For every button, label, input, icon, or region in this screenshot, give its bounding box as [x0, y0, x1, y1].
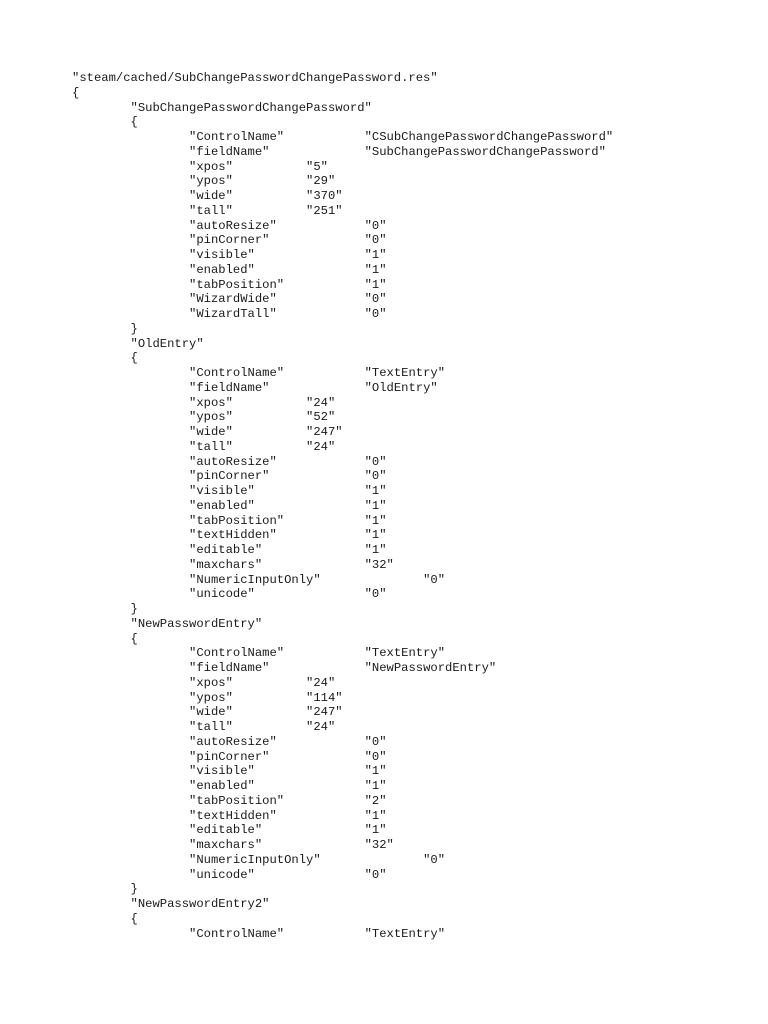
code-line: "editable" "1" — [72, 543, 387, 557]
code-line: "tall" "24" — [72, 439, 336, 454]
code-line: } — [72, 882, 138, 897]
code-line: "visible" "1" — [72, 248, 387, 262]
code-line: "autoResize" "0" — [72, 218, 387, 233]
code-line: "wide" "370" — [72, 189, 343, 203]
code-line: "maxchars" "32" — [72, 557, 394, 572]
code-line: "tabPosition" "1" — [72, 277, 387, 292]
code-line: "NumericInputOnly" "0" — [72, 572, 446, 587]
code-line: "NumericInputOnly" "0" — [72, 852, 446, 867]
code-line: { — [72, 351, 138, 366]
code-line: "autoResize" "0" — [72, 454, 387, 469]
code-line: { — [72, 115, 138, 130]
code-line: "unicode" "0" — [72, 587, 387, 602]
code-line: "ControlName" "TextEntry" — [72, 926, 446, 941]
code-line: "enabled" "1" — [72, 779, 387, 793]
code-line: "editable" "1" — [72, 823, 387, 838]
code-line: "ypos" "52" — [72, 410, 336, 425]
code-line: "tabPosition" "2" — [72, 793, 387, 808]
code-line: "SubChangePasswordChangePassword" — [72, 100, 372, 115]
code-line: "NewPasswordEntry" — [72, 616, 263, 631]
code-line: "ControlName" "TextEntry" — [72, 366, 446, 380]
code-line: "tall" "251" — [72, 203, 343, 218]
code-line: "wide" "247" — [72, 705, 343, 720]
code-line: "OldEntry" — [72, 336, 204, 351]
code-line: "pinCorner" "0" — [72, 233, 387, 248]
code-line: "enabled" "1" — [72, 262, 387, 277]
code-line: "pinCorner" "0" — [72, 469, 387, 484]
code-line: "wide" "247" — [72, 425, 343, 439]
code-line: "xpos" "24" — [72, 395, 336, 410]
code-line: "xpos" "24" — [72, 675, 336, 690]
code-line: "tabPosition" "1" — [72, 513, 387, 528]
code-line: "fieldName" "OldEntry" — [72, 380, 438, 395]
code-line: { — [72, 911, 138, 926]
code-line: "fieldName" "NewPasswordEntry" — [72, 661, 497, 675]
code-line: "ControlName" "CSubChangePasswordChangePassword" — [72, 130, 614, 144]
code-line: "pinCorner" "0" — [72, 749, 387, 764]
code-line: "WizardTall" "0" — [72, 307, 387, 321]
code-line: "fieldName" "SubChangePasswordChangePassword" — [72, 144, 606, 159]
code-line: } — [72, 321, 138, 336]
code-line: "textHidden" "1" — [72, 528, 387, 543]
code-line: "ypos" "29" — [72, 174, 336, 189]
code-line: "WizardWide" "0" — [72, 292, 387, 307]
code-line: } — [72, 602, 138, 616]
code-line: "unicode" "0" — [72, 867, 387, 882]
code-line: "xpos" "5" — [72, 159, 328, 174]
code-line: "ControlName" "TextEntry" — [72, 646, 446, 661]
code-line: "autoResize" "0" — [72, 734, 387, 749]
code-line: "tall" "24" — [72, 720, 336, 734]
code-line: "ypos" "114" — [72, 690, 343, 705]
code-line: "textHidden" "1" — [72, 808, 387, 823]
code-line: "NewPasswordEntry2" — [72, 897, 270, 911]
code-line: { — [72, 631, 138, 646]
code-line: { — [72, 85, 80, 100]
code-line: "visible" "1" — [72, 484, 387, 498]
code-line: "steam/cached/SubChangePasswordChangePassword.res" — [72, 71, 438, 85]
code-line: "enabled" "1" — [72, 498, 387, 513]
code-line: "visible" "1" — [72, 764, 387, 779]
code-line: "maxchars" "32" — [72, 838, 394, 852]
res-file-listing — [72, 71, 613, 941]
